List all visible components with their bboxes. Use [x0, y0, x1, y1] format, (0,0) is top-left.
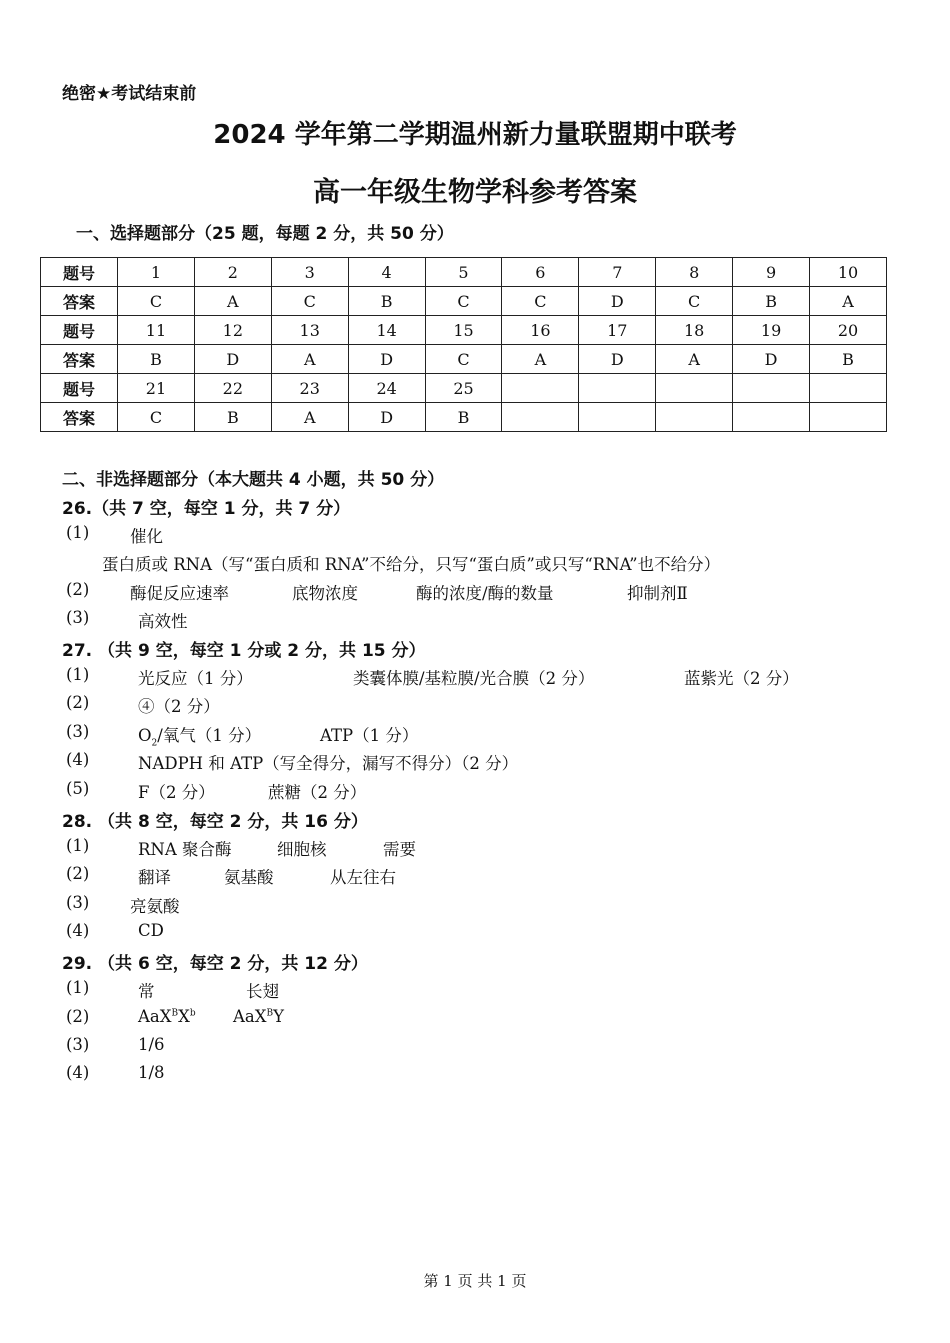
q28-part4-number: (4): [66, 921, 90, 940]
answer-cell: A: [271, 345, 348, 374]
answer-cell: C: [656, 287, 733, 316]
answer-cell: [656, 403, 733, 432]
answer-table: [40, 257, 887, 432]
q27-answer-3a: $O_2/$氧气（1 分）: [138, 726, 262, 749]
q26-answer-2d: 抑制剂Ⅱ: [627, 584, 688, 603]
q28-answer-2a: 翻译: [138, 868, 171, 887]
answer-row: [41, 287, 887, 316]
question-number-cell: 13: [271, 316, 348, 345]
q27-part5-number: (5): [66, 779, 90, 798]
q28-answer-2c: 从左往右: [330, 868, 396, 887]
q27-answer-5b: 蔗糖（2 分）: [268, 783, 367, 802]
q28-answer-4: CD: [138, 921, 164, 940]
question-number-cell: 19: [733, 316, 810, 345]
q26-part3-number: (3): [66, 608, 90, 627]
q26-heading: 26.（共 7 空，每空 1 分，共 7 分）: [62, 499, 351, 519]
q29-genotype-1: $AaX^BX^b$: [138, 1007, 196, 1026]
q28-answer-3: 亮氨酸: [130, 897, 180, 916]
answer-cell: D: [579, 345, 656, 374]
row-label-answer: 答案: [41, 345, 118, 374]
answer-cell: B: [425, 403, 502, 432]
question-number-cell: [733, 374, 810, 403]
q26-part1-number: (1): [66, 523, 90, 542]
answer-cell: B: [118, 345, 195, 374]
question-number-cell: 6: [502, 258, 579, 287]
answer-cell: C: [118, 287, 195, 316]
q29-genotype-2: AaX$^B$Y: [233, 1007, 285, 1026]
answer-cell: C: [425, 345, 502, 374]
question-number-cell: 23: [271, 374, 348, 403]
answer-cell: A: [656, 345, 733, 374]
answer-cell: D: [194, 345, 271, 374]
q29-answer-1b: 长翅: [246, 982, 279, 1001]
q27-answer-5a: F（2 分）: [138, 783, 215, 802]
q28-answer-1a: RNA 聚合酶: [138, 840, 232, 859]
answer-cell: A: [502, 345, 579, 374]
q27-part3-number: (3): [66, 722, 90, 741]
q28-answer-1c: 需要: [383, 840, 416, 859]
page-footer: 第 1 页 共 1 页: [423, 1272, 527, 1290]
q26-answer-2c: 酶的浓度/酶的数量: [416, 584, 554, 603]
answer-cell: C: [502, 287, 579, 316]
question-number-cell: 8: [656, 258, 733, 287]
row-label-question: 题号: [41, 316, 118, 345]
question-number-cell: 1: [118, 258, 195, 287]
answer-cell: C: [425, 287, 502, 316]
row-label-answer: 答案: [41, 287, 118, 316]
question-number-cell: [656, 374, 733, 403]
question-number-cell: 5: [425, 258, 502, 287]
q26-answer-2b: 底物浓度: [292, 584, 358, 603]
answer-row: [41, 403, 887, 432]
q28-answer-2b: 氨基酸: [224, 868, 274, 887]
q29-answer-1a: 常: [138, 982, 155, 1001]
page-subtitle: 高一年级生物学科参考答案: [313, 177, 637, 208]
q26-answer-3: 高效性: [138, 612, 188, 631]
row-label-answer: 答案: [41, 403, 118, 432]
q27-answer-2: ④（2 分）: [138, 697, 220, 716]
q27-part1-number: (1): [66, 665, 90, 684]
question-number-cell: 12: [194, 316, 271, 345]
q27-part4-number: (4): [66, 750, 90, 769]
question-number-cell: 18: [656, 316, 733, 345]
q27-answer-3b: ATP（1 分）: [320, 726, 419, 745]
row-label-question: 题号: [41, 374, 118, 403]
answer-cell: A: [810, 287, 887, 316]
q29-part4-number: (4): [66, 1063, 90, 1082]
answer-cell: [579, 403, 656, 432]
question-number-cell: 9: [733, 258, 810, 287]
question-number-cell: 22: [194, 374, 271, 403]
answer-cell: C: [271, 287, 348, 316]
q27-answer-1c: 蓝紫光（2 分）: [684, 669, 799, 688]
question-number-cell: 4: [348, 258, 425, 287]
answer-cell: D: [348, 345, 425, 374]
question-number-cell: 20: [810, 316, 887, 345]
answer-cell: D: [733, 345, 810, 374]
question-number-cell: [810, 374, 887, 403]
question-number-cell: 14: [348, 316, 425, 345]
question-number-cell: 25: [425, 374, 502, 403]
answer-cell: D: [579, 287, 656, 316]
question-number-cell: 17: [579, 316, 656, 345]
question-number-cell: 24: [348, 374, 425, 403]
q29-answer-4: 1/8: [138, 1063, 165, 1082]
question-number-cell: 10: [810, 258, 887, 287]
question-number-row: [41, 258, 887, 287]
q29-heading: 29. （共 6 空，每空 2 分，共 12 分）: [62, 954, 368, 974]
confidential-label: 绝密★考试结束前: [62, 84, 197, 104]
question-number-cell: 11: [118, 316, 195, 345]
q28-answer-1b: 细胞核: [277, 840, 327, 859]
q27-heading: 27. （共 9 空，每空 1 分或 2 分，共 15 分）: [62, 641, 426, 661]
answer-cell: B: [810, 345, 887, 374]
question-number-cell: [579, 374, 656, 403]
q27-answer-4: NADPH 和 ATP（写全得分，漏写不得分）（2 分）: [138, 754, 519, 773]
question-number-cell: 15: [425, 316, 502, 345]
section-1-heading: 一、选择题部分（25 题，每题 2 分，共 50 分）: [76, 224, 454, 244]
q28-part3-number: (3): [66, 893, 90, 912]
question-number-cell: 7: [579, 258, 656, 287]
answer-cell: B: [733, 287, 810, 316]
page-title: 2024 学年第二学期温州新力量联盟期中联考: [213, 120, 737, 150]
q26-answer-1: 催化: [130, 527, 163, 546]
question-number-cell: 3: [271, 258, 348, 287]
q28-part1-number: (1): [66, 836, 90, 855]
answer-cell: A: [194, 287, 271, 316]
q26-answer-2a: 酶促反应速率: [130, 584, 229, 603]
row-label-question: 题号: [41, 258, 118, 287]
q29-part3-number: (3): [66, 1035, 90, 1054]
q27-answer-1b: 类囊体膜/基粒膜/光合膜（2 分）: [353, 669, 595, 688]
question-number-cell: 21: [118, 374, 195, 403]
question-number-cell: 2: [194, 258, 271, 287]
q29-part1-number: (1): [66, 978, 90, 997]
answer-cell: [810, 403, 887, 432]
answer-cell: [733, 403, 810, 432]
question-number-row: [41, 316, 887, 345]
q29-part2-number: (2): [66, 1007, 90, 1026]
question-number-cell: 16: [502, 316, 579, 345]
answer-cell: [502, 403, 579, 432]
q26-answer-1-note: 蛋白质或 RNA（写“蛋白质和 RNA”不给分，只写“蛋白质”或只写“RNA”也不给分）: [102, 555, 721, 574]
q28-heading: 28. （共 8 空，每空 2 分，共 16 分）: [62, 812, 368, 832]
q29-answer-3: 1/6: [138, 1035, 165, 1054]
answer-cell: A: [271, 403, 348, 432]
section-2-heading: 二、非选择题部分（本大题共 4 小题，共 50 分）: [62, 470, 445, 490]
q26-part2-number: (2): [66, 580, 90, 599]
q27-part2-number: (2): [66, 693, 90, 712]
question-number-row: [41, 374, 887, 403]
answer-cell: D: [348, 403, 425, 432]
question-number-cell: [502, 374, 579, 403]
answer-cell: B: [348, 287, 425, 316]
q28-part2-number: (2): [66, 864, 90, 883]
answer-cell: C: [118, 403, 195, 432]
answer-cell: B: [194, 403, 271, 432]
answer-row: [41, 345, 887, 374]
q27-answer-1a: 光反应（1 分）: [138, 669, 253, 688]
